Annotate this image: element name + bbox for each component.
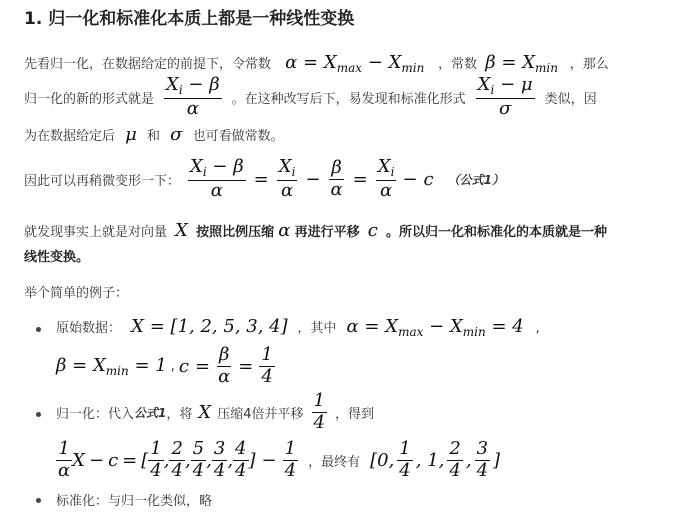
example-normalize: 归一化：代入 公式1 ，将 X 压缩4倍并平移 $\frac{1}{4}$ ，得到 [56, 390, 374, 433]
para1-line2: 归一化的新的形式就是 $\frac{X_i - \beta}{\alpha}$ 。在这种改写后下，易发现和标准化形式 $\frac{X_i - \mu}{\sigma}$ 类似，因 [24, 74, 597, 119]
example-raw-data: 原始数据： X = [1, 2, 5, 3, 4] ，其中 $\alpha = X_{max} - X_{min} = 4$ , [56, 316, 540, 339]
alpha-def: $\alpha = X_{max} - X_{min}$ [285, 52, 425, 75]
bullet-dot [36, 412, 41, 417]
section-heading: 1. 归一化和标准化本质上都是一种线性变换 [24, 9, 355, 29]
text: 先看归一化，在数据给定的前提下，令常数 [24, 57, 272, 72]
para3-line2: 线性变换。 [24, 250, 90, 265]
example-standardize: 标准化：与归一化类似，略 [56, 494, 213, 509]
formula1-line: 因此可以再稍微变形一下： $\frac{X_i - \beta}{\alpha}$ = $\frac{X_i}{\alpha}$ − $\frac{\beta}{\alpha}$ = $\frac{X_i}{\alpha}$ − c （公式1） [24, 156, 504, 201]
std-formula: $\frac{X_i - \mu}{\sigma}$ [477, 74, 533, 119]
para4: 举个简单的例子： [24, 286, 129, 301]
norm-formula: $\frac{X_i - \beta}{\alpha}$ [166, 74, 220, 119]
formula1-tag: （公式1） [447, 172, 504, 187]
para1-line1: 先看归一化，在数据给定的前提下，令常数 $\alpha = X_{max} - X_{min}$ ，常数 $\beta = X_{min}$ ，那么 [24, 52, 609, 75]
beta-def: $\beta = X_{min}$ [485, 52, 558, 75]
bullet-dot [36, 327, 41, 332]
formula1: $\frac{X_i - \beta}{\alpha}$ = $\frac{X_i}{\alpha}$ − $\frac{\beta}{\alpha}$ = $\frac{X_i}{\alpha}$ − c [190, 156, 434, 201]
para3-line1: 就发现事实上就是对向量 X 按照比例压缩 α 再进行平移 c 。所以归一化和标准化的本质就是一种 [24, 220, 607, 241]
example-result: $\frac{1}{\alpha}$ X − c = [ $\frac{1}{4}$ , $\frac{2}{4}$ , $\frac{5}{4}$ , $\frac{3}{4}$ , $\frac{4}{4}$ ] − $\frac{1}{4}$ ，最终有 [0, $\frac{1}{4}$ , 1, $\frac{2}{4}$ , $\frac{3}{4}$ ] [58, 438, 501, 481]
para1-line3: 为在数据给定后 μ 和 σ 也可看做常数。 [24, 124, 284, 145]
example-params: $\beta = X_{min} = 1$ , c = $\frac{\beta}{\alpha}$ = $\frac{1}{4}$ [56, 344, 273, 387]
bullet-dot [36, 498, 41, 503]
